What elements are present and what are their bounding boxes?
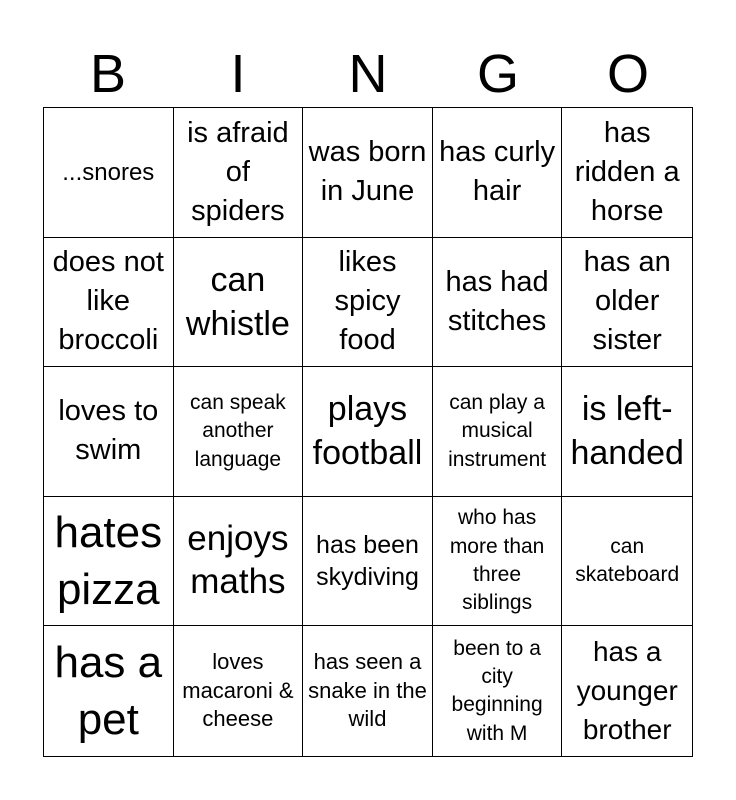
bingo-cell[interactable]: loves macaroni & cheese [174,626,304,756]
bingo-cell[interactable]: can whistle [174,238,304,368]
bingo-cell[interactable]: has had stitches [433,238,563,368]
bingo-cell[interactable]: has an older sister [562,238,692,368]
bingo-cell[interactable]: been to a city beginning with M [433,626,563,756]
bingo-cell[interactable]: has been skydiving [303,497,433,627]
bingo-cell[interactable]: can play a musical instrument [433,367,563,497]
bingo-cell[interactable]: does not like broccoli [44,238,174,368]
bingo-cell[interactable]: has curly hair [433,108,563,238]
bingo-cell[interactable]: who has more than three siblings [433,497,563,627]
bingo-cell[interactable]: can speak another language [174,367,304,497]
header-letter-i: I [230,44,246,104]
bingo-cell[interactable]: has a younger brother [576,636,678,745]
bingo-cell[interactable]: plays football [303,367,433,497]
bingo-cell[interactable]: is afraid of spiders [174,108,304,238]
bingo-cell[interactable]: can skateboard [562,497,692,627]
bingo-cell[interactable]: loves to swim [44,367,174,497]
bingo-grid [43,107,693,757]
bingo-cell[interactable]: has a pet [44,626,174,756]
bingo-cell[interactable]: enjoys maths [174,497,304,627]
bingo-cell[interactable]: ...snores [44,108,174,238]
bingo-cell[interactable]: is left-handed [562,367,692,497]
header-letter-b: B [89,44,127,104]
bingo-cell[interactable]: has ridden a horse [562,108,692,238]
bingo-cell[interactable]: was born in June [303,108,433,238]
bingo-cell[interactable]: likes spicy food [303,238,433,368]
bingo-header [43,40,693,108]
bingo-cell[interactable]: has seen a snake in the wild [303,626,433,756]
header-letter-g: G [476,44,519,104]
bingo-cell[interactable]: hates pizza [44,497,174,627]
header-letter-n: N [348,44,388,104]
header-letter-o: O [606,44,649,104]
